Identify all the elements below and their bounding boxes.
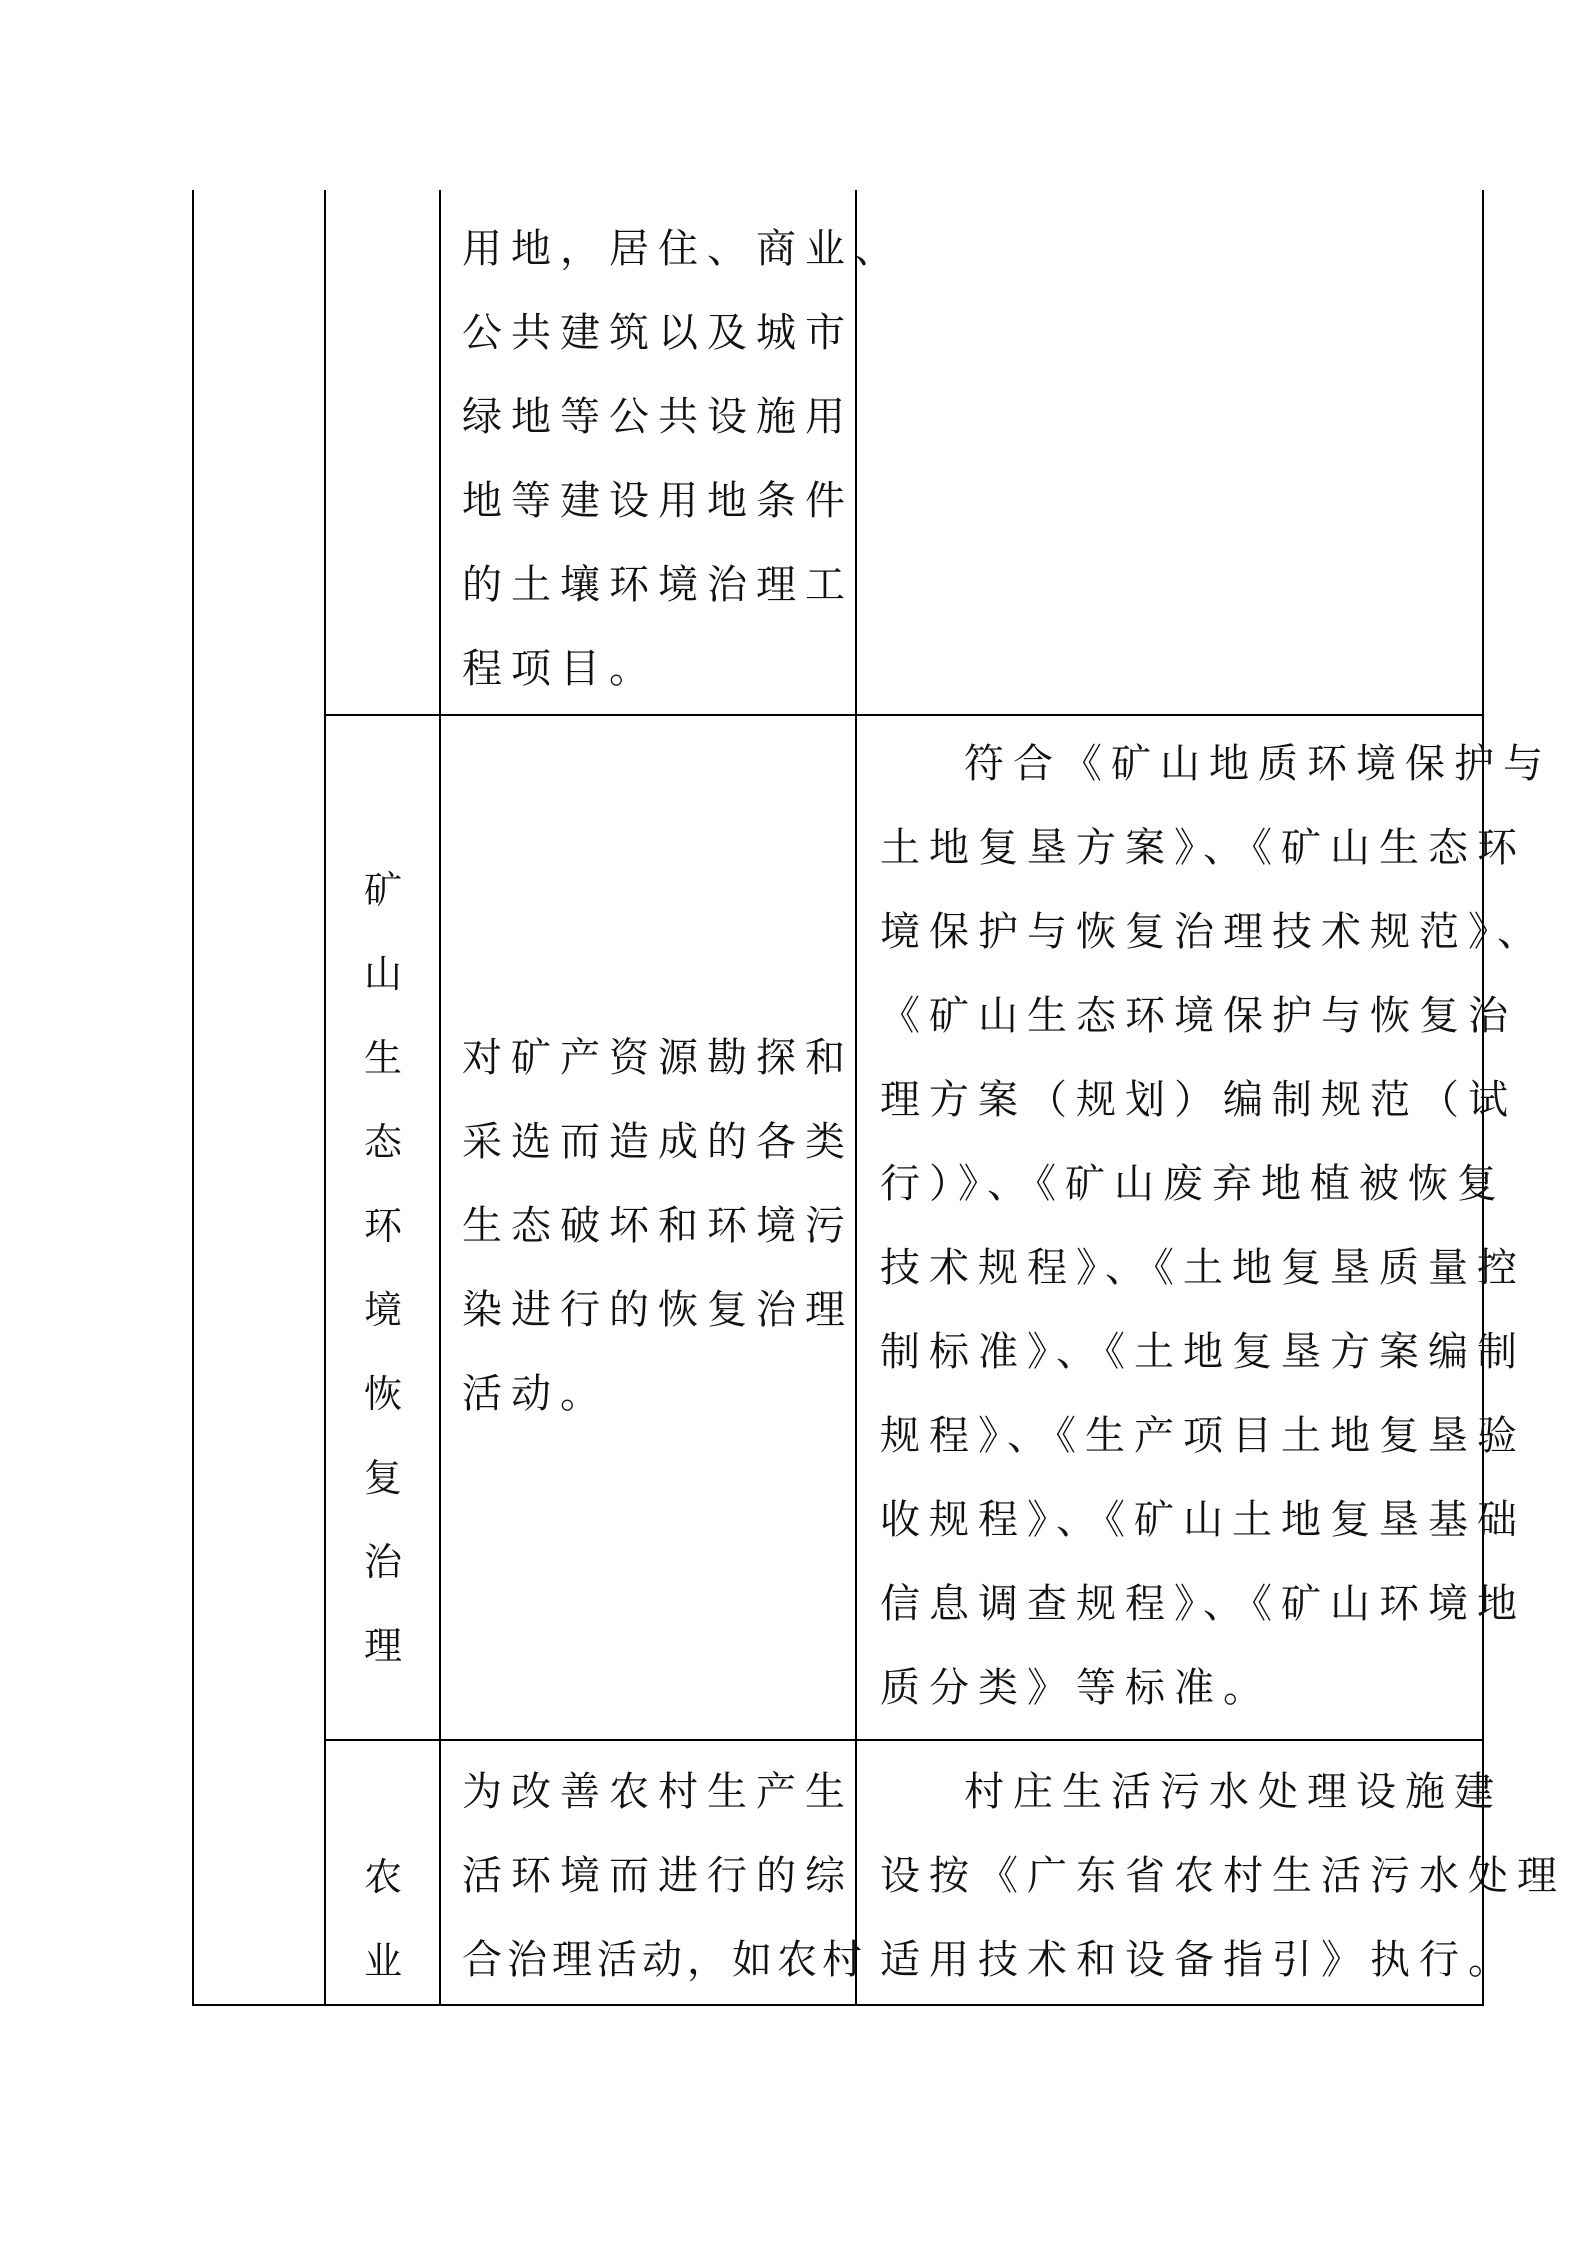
row2-standard-line: 收规程》、《矿山土地复垦基础 [880,1497,1526,1543]
row2-standard-line: 土地复垦方案》、《矿山生态环 [880,825,1526,871]
table-border-bottom [192,2004,1484,2006]
row-divider-1 [324,714,1484,716]
row2-standard-line: 质分类》等标准。 [880,1665,1272,1711]
row2-standard-line: 理方案（规划）编制规范（试 [880,1077,1517,1123]
row1-description-line: 用地，居住、商业、 [462,226,903,272]
row2-category-char: 生 [363,1036,402,1080]
row2-standard-line: 技术规程》、《土地复垦质量控 [880,1245,1526,1291]
row3-category [326,1835,440,2003]
row2-category-char: 恢 [363,1372,402,1416]
row2-standard-line: 行）》、《矿山废弃地植被恢复 [880,1161,1506,1207]
row2-description-line: 染进行的恢复治理 [462,1287,854,1333]
row2-standard-line: 符合《矿山地质环境保护与 [964,741,1552,787]
row1-description [462,207,903,711]
row3-description [462,1750,867,2002]
row-divider-2 [324,1739,1484,1741]
row3-standard-line: 设按《广东省农村生活污水处理 [880,1853,1566,1899]
row2-category [326,848,440,1688]
row1-description-line: 程项目。 [462,646,658,692]
row3-description-line: 为改善农村生产生 [462,1769,854,1815]
row1-description-line: 的土壤环境治理工 [462,562,854,608]
row3-description-line: 合治理活动，如农村 [462,1937,867,1983]
row3-description-line: 活环境而进行的综 [462,1853,854,1899]
table-border-left [192,190,194,2006]
row2-standard-line: 境保护与恢复治理技术规范》、 [880,909,1546,955]
row3-standard-line: 村庄生活污水处理设施建 [964,1769,1503,1815]
row2-standards [880,722,1552,1730]
row2-category-char: 态 [363,1120,402,1164]
row1-description-line: 绿地等公共设施用 [462,394,854,440]
row2-category-char: 矿 [363,868,402,912]
row1-description-line: 地等建设用地条件 [462,478,854,524]
row3-standards [880,1750,1566,2002]
row2-standard-line: 《矿山生态环境保护与恢复治 [880,993,1517,1039]
row2-description-line: 采选而造成的各类 [462,1119,854,1165]
row2-category-char: 复 [363,1456,402,1500]
row3-category-char: 业 [363,1939,402,1983]
row2-description [462,1016,854,1436]
row2-category-char: 理 [363,1624,402,1668]
row2-category-char: 山 [363,952,402,996]
row2-category-char: 治 [363,1540,402,1584]
row2-description-line: 对矿产资源勘探和 [462,1035,854,1081]
row1-description-line: 公共建筑以及城市 [462,310,854,356]
row2-description-line: 生态破坏和环境污 [462,1203,854,1249]
row2-standard-line: 规程》、《生产项目土地复垦验 [880,1413,1526,1459]
row2-category-char: 境 [363,1288,402,1332]
row2-category-char: 环 [363,1204,402,1248]
row3-category-char: 农 [363,1855,402,1899]
row3-standard-line: 适用技术和设备指引》执行。 [880,1937,1517,1983]
row2-description-line: 活动。 [462,1371,609,1417]
row2-standard-line: 信息调查规程》、《矿山环境地 [880,1581,1526,1627]
row2-standard-line: 制标准》、《土地复垦方案编制 [880,1329,1526,1375]
